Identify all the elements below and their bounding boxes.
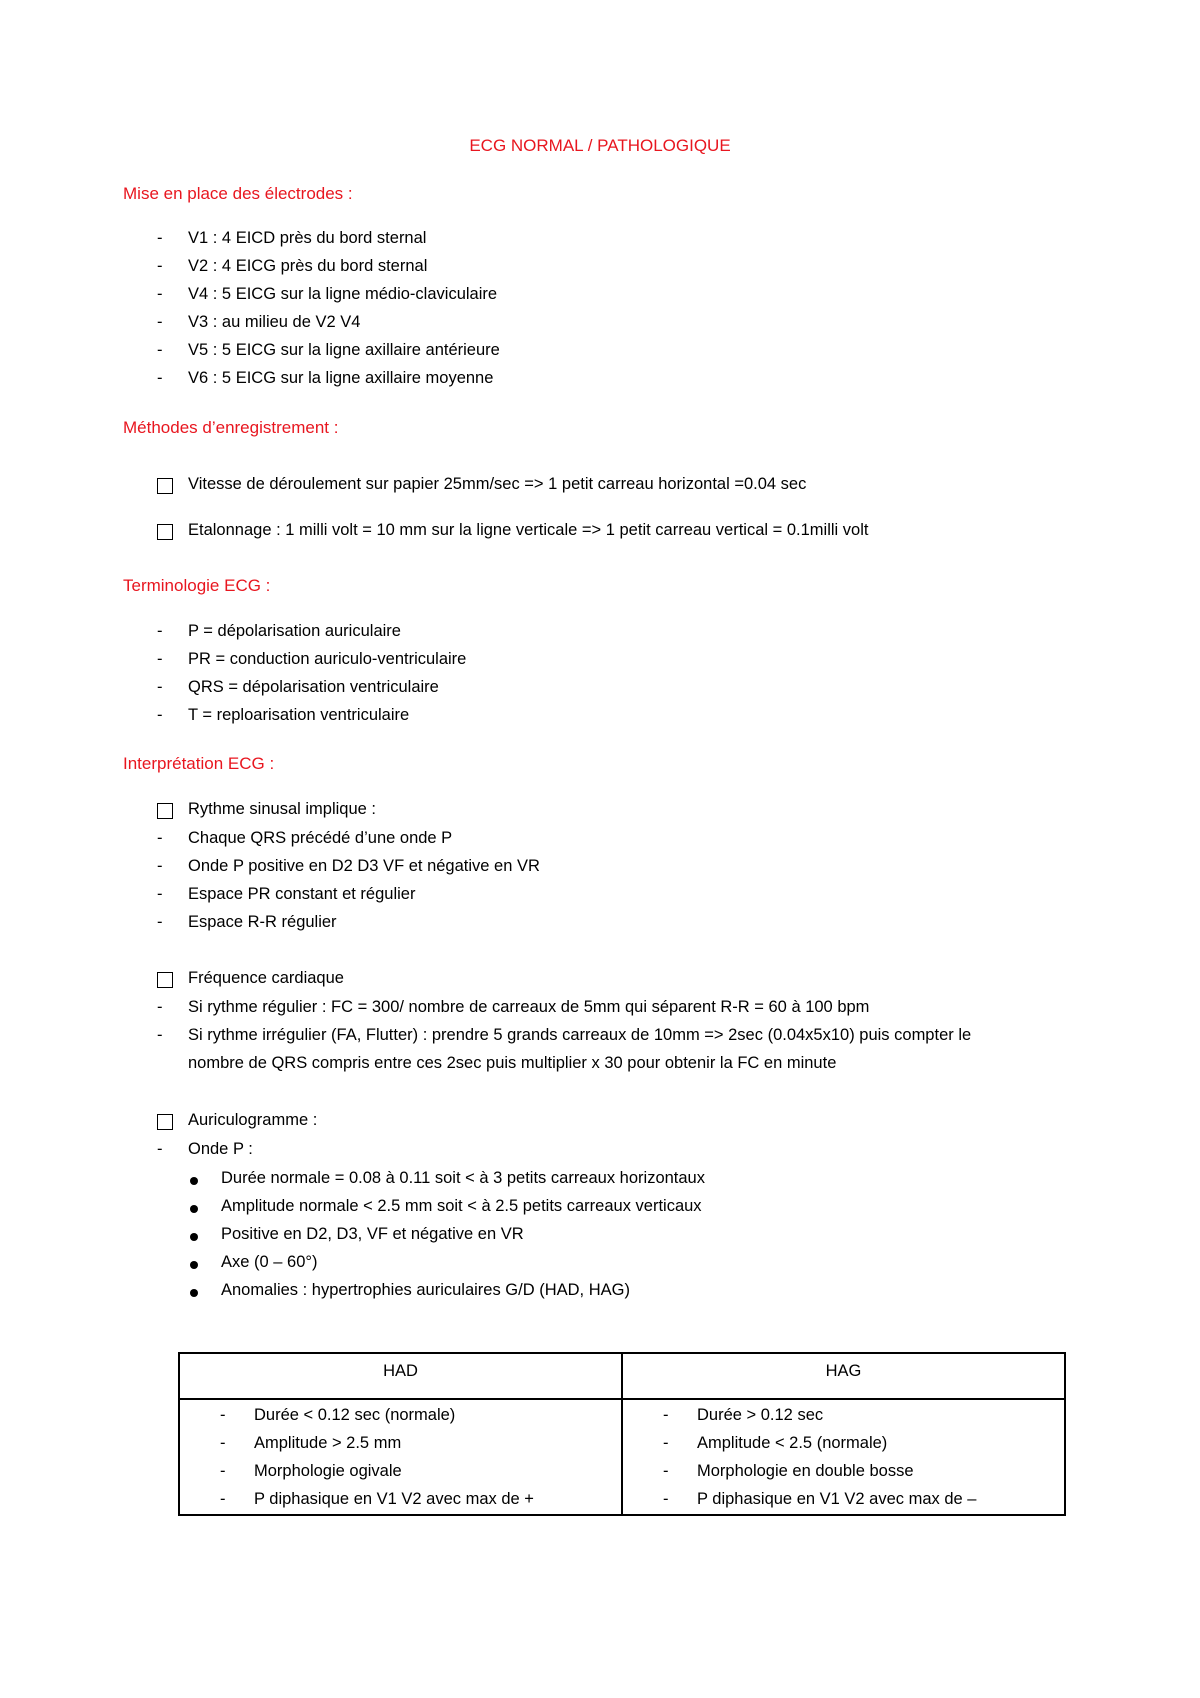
list-dash: -	[157, 257, 163, 275]
subheading-auriculogramme: Auriculogramme :	[188, 1111, 318, 1129]
bullet-item: Durée normale = 0.08 à 0.11 soit < à 3 petits carreaux horizontaux	[221, 1169, 705, 1187]
subheading-frequence: Fréquence cardiaque	[188, 969, 344, 987]
list-dash: -	[157, 857, 163, 875]
list-item: V4 : 5 EICG sur la ligne médio-claviculaire	[188, 285, 498, 303]
table-cell-hag: - Durée > 0.12 sec - Amplitude < 2.5 (normale) - Morphologie en double bosse - P diphasique en V1 V2 avec max de –	[622, 1399, 1065, 1515]
table-item: Morphologie en double bosse	[697, 1462, 914, 1480]
table-header-hag: HAG	[622, 1353, 1065, 1399]
list-dash: -	[157, 998, 163, 1016]
list-dash: -	[157, 229, 163, 247]
list-item: V2 : 4 EICG près du bord sternal	[188, 257, 428, 275]
list-item: V1 : 4 EICD près du bord sternal	[188, 229, 427, 247]
list-item: Espace R-R régulier	[188, 913, 337, 931]
bullet-icon	[190, 1289, 198, 1297]
list-dash: -	[157, 313, 163, 331]
bullet-icon	[190, 1177, 198, 1185]
list-dash: -	[157, 829, 163, 847]
list-item: Onde P :	[188, 1140, 253, 1158]
table-item: Amplitude > 2.5 mm	[254, 1434, 402, 1452]
list-dash: -	[157, 913, 163, 931]
bullet-item: Amplitude normale < 2.5 mm soit < à 2.5 petits carreaux verticaux	[221, 1197, 702, 1215]
list-dash: -	[157, 369, 163, 387]
checkbox-glyph-icon	[157, 972, 173, 988]
bullet-item: Positive en D2, D3, VF et négative en VR	[221, 1225, 524, 1243]
list-dash: -	[157, 285, 163, 303]
bullet-icon	[190, 1233, 198, 1241]
table-item: Amplitude < 2.5 (normale)	[697, 1434, 888, 1452]
list-item: Si rythme irrégulier (FA, Flutter) : prendre 5 grands carreaux de 10mm => 2sec (0.04x5x10) puis compter le	[188, 1026, 972, 1044]
checkbox-glyph-icon	[157, 1114, 173, 1130]
bullet-icon	[190, 1261, 198, 1269]
list-item: Espace PR constant et régulier	[188, 885, 416, 903]
list-dash: -	[157, 885, 163, 903]
list-item: Si rythme régulier : FC = 300/ nombre de carreaux de 5mm qui séparent R-R = 60 à 100 bpm	[188, 998, 870, 1016]
table-item: P diphasique en V1 V2 avec max de –	[697, 1490, 977, 1508]
table-header-had: HAD	[179, 1353, 622, 1399]
heading-terminologie: Terminologie ECG :	[123, 576, 271, 595]
list-dash: -	[157, 1140, 163, 1158]
table-item: Durée > 0.12 sec	[697, 1406, 824, 1424]
checkbox-glyph-icon	[157, 478, 173, 494]
list-dash: -	[157, 1026, 163, 1044]
had-hag-table	[178, 1352, 1066, 1516]
heading-electrodes: Mise en place des électrodes :	[123, 184, 353, 203]
list-item: Vitesse de déroulement sur papier 25mm/sec => 1 petit carreau horizontal =0.04 sec	[188, 475, 807, 493]
list-dash: -	[157, 650, 163, 668]
list-item: V5 : 5 EICG sur la ligne axillaire antérieure	[188, 341, 500, 359]
table-item: P diphasique en V1 V2 avec max de +	[254, 1490, 534, 1508]
checkbox-glyph-icon	[157, 524, 173, 540]
list-item: V6 : 5 EICG sur la ligne axillaire moyenne	[188, 369, 494, 387]
table-item: Durée < 0.12 sec (normale)	[254, 1406, 456, 1424]
list-dash: -	[157, 706, 163, 724]
heading-methodes: Méthodes d’enregistrement :	[123, 418, 339, 437]
list-item: T = reploarisation ventriculaire	[188, 706, 410, 724]
table-cell-had: - Durée < 0.12 sec (normale) - Amplitude > 2.5 mm - Morphologie ogivale - P diphasique en V1 V2 avec max de +	[179, 1399, 622, 1515]
list-item: P = dépolarisation auriculaire	[188, 622, 401, 640]
subheading-rythme: Rythme sinusal implique :	[188, 800, 376, 818]
list-dash: -	[157, 341, 163, 359]
checkbox-glyph-icon	[157, 803, 173, 819]
list-dash: -	[157, 622, 163, 640]
list-item: Chaque QRS précédé d’une onde P	[188, 829, 453, 847]
list-item-continuation: nombre de QRS compris entre ces 2sec puis multiplier x 30 pour obtenir la FC en minute	[188, 1054, 837, 1072]
heading-interpretation: Interprétation ECG :	[123, 754, 275, 773]
list-item: QRS = dépolarisation ventriculaire	[188, 678, 439, 696]
page-title: ECG NORMAL / PATHOLOGIQUE	[469, 136, 731, 155]
bullet-icon	[190, 1205, 198, 1213]
bullet-item: Anomalies : hypertrophies auriculaires G/D (HAD, HAG)	[221, 1281, 630, 1299]
bullet-item: Axe (0 – 60°)	[221, 1253, 318, 1271]
list-item: V3 : au milieu de V2 V4	[188, 313, 361, 331]
list-item: Onde P positive en D2 D3 VF et négative en VR	[188, 857, 540, 875]
list-dash: -	[157, 678, 163, 696]
table-item: Morphologie ogivale	[254, 1462, 402, 1480]
list-item: Etalonnage : 1 milli volt = 10 mm sur la ligne verticale => 1 petit carreau vertical = 0.1milli volt	[188, 521, 869, 539]
list-item: PR = conduction auriculo-ventriculaire	[188, 650, 467, 668]
